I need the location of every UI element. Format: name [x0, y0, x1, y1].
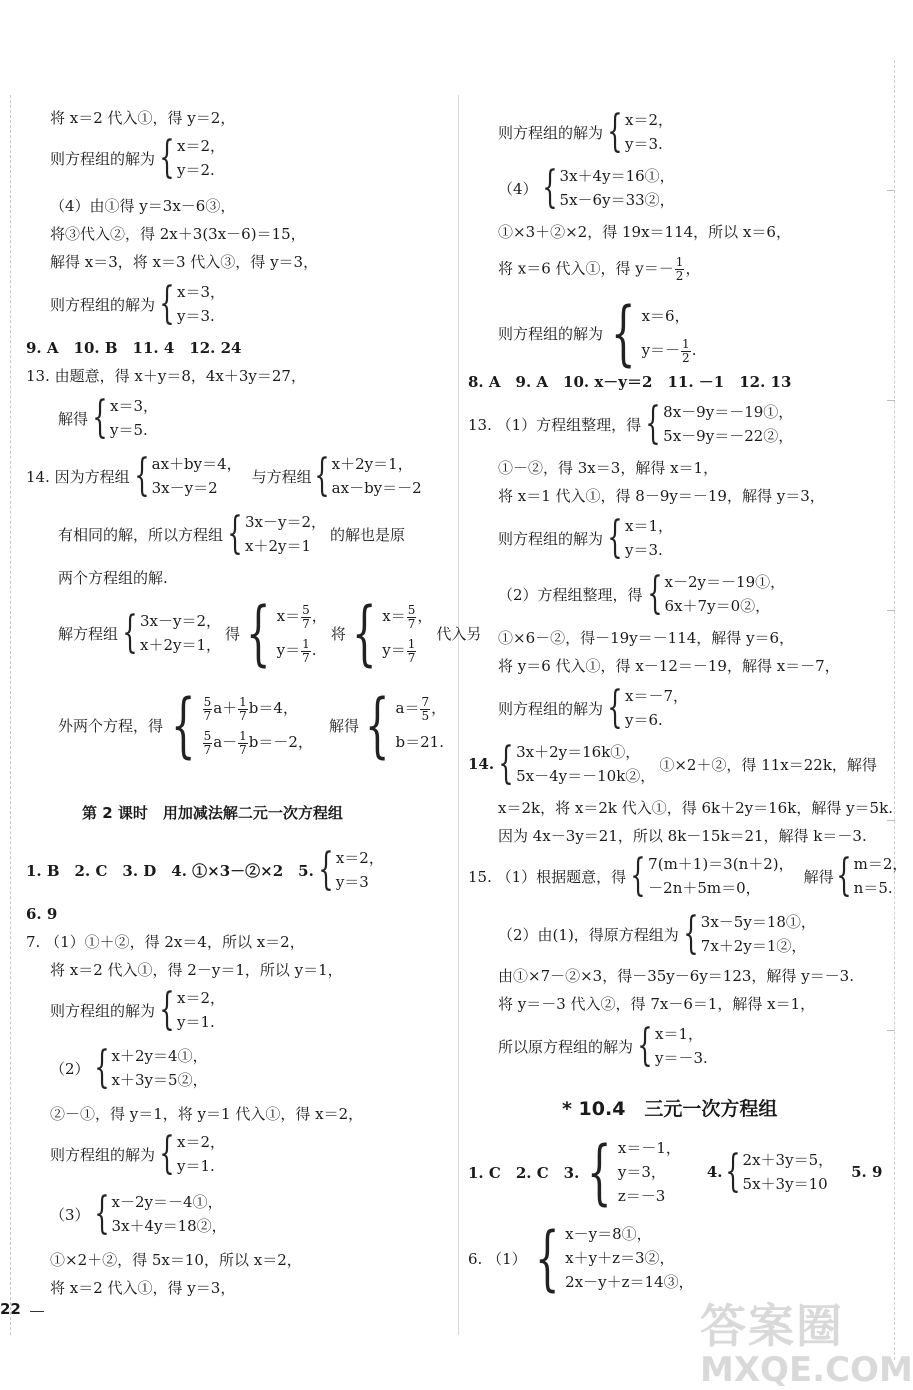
row-punct: ，: [311, 607, 327, 625]
text-line: 两个方程组的解.: [58, 569, 168, 587]
fraction: [203, 730, 213, 757]
brace: {: [93, 1188, 110, 1239]
row-term: a＋: [213, 699, 238, 717]
equation-system: [498, 684, 688, 732]
text-line: 解得 x＝3，将 x＝3 代入③，得 y＝3，: [50, 253, 319, 271]
equation-system: [58, 394, 158, 442]
equation-system: [58, 592, 482, 674]
brace: {: [607, 682, 623, 733]
system-row: n＝5.: [853, 879, 893, 897]
row-term: b＝－2，: [248, 733, 313, 751]
system-row: 3x＋4y＝16①，: [559, 167, 675, 185]
system-row: x＝6，: [641, 307, 690, 325]
system-row: y＝1.: [177, 1013, 215, 1031]
text-line: 将 x＝2 代入①，得 y＝2，: [50, 109, 236, 127]
system-row: 3x－y＝2，: [245, 513, 327, 531]
system-prefix: 则方程组的解为: [498, 699, 604, 718]
page-number: 22: [0, 1300, 21, 1318]
system-row: y＝3: [335, 873, 369, 891]
system-prefix: 14. 因为方程组: [26, 467, 130, 486]
text-line: 将 y＝－3 代入②，得 7x－6＝1，解得 x＝1，: [498, 995, 816, 1013]
brace: {: [835, 850, 852, 901]
brace: {: [637, 1020, 653, 1071]
binding-tick: [887, 610, 895, 611]
equation-system: [498, 570, 785, 618]
denominator: 7: [302, 616, 310, 631]
system-row: x＋3y＝5②，: [111, 1071, 208, 1089]
answer-line: 9. A 10. B 11. 4 12. 24: [26, 339, 242, 357]
row-var: x＝: [276, 607, 301, 625]
system-prefix: 则方程组的解为: [498, 123, 604, 142]
system-row: 8x－9y＝－19①，: [663, 403, 794, 421]
system-row: y＝－ $\frac{1}{2}$ .: [641, 336, 697, 365]
brace: {: [645, 398, 661, 449]
system-middle: 将: [330, 624, 346, 643]
system-row: x＋2y＝4①，: [111, 1047, 208, 1065]
system-middle: 解得: [328, 716, 359, 735]
system-row: x＝－1，: [617, 1139, 681, 1157]
system-row: 6x＋7y＝0②，: [664, 597, 771, 615]
answer-line: [468, 1131, 883, 1213]
equation-system: [50, 1044, 208, 1092]
system-prefix: 13. （1）方程组整理，得: [468, 415, 642, 434]
left-dashed-rule: [10, 95, 11, 1335]
text-line: （4）由①得 y＝3x－6③，: [50, 197, 236, 215]
denominator: 7: [302, 650, 310, 665]
system-suffix: 的解也是原: [330, 525, 406, 544]
page-number-dash: [30, 1311, 44, 1312]
system-row: x＝－7，: [625, 687, 689, 705]
system-row: 3x－y＝2，: [140, 612, 222, 630]
brace: {: [246, 592, 271, 674]
brace: {: [683, 908, 699, 959]
system-row: x＝2，: [625, 111, 674, 129]
system-prefix: （2）由(1)，得原方程组为: [498, 925, 679, 944]
text-line: 将③代入②，得 2x＋3(3x－6)＝15，: [50, 225, 306, 243]
system-row: [202, 691, 313, 725]
system-row: m＝2，: [853, 855, 908, 873]
equation-system: [498, 910, 816, 958]
row-var: a＝: [395, 699, 420, 717]
fraction: [203, 696, 213, 723]
system-prefix: 则方程组的解为: [50, 295, 156, 314]
column-divider: [458, 95, 459, 1335]
question-15: [468, 852, 907, 900]
numerator: 7: [421, 694, 430, 709]
system-row: [382, 599, 432, 633]
system-row: 5x－6y＝33②，: [559, 191, 675, 209]
brace: {: [364, 684, 390, 766]
binding-tick: [887, 190, 895, 191]
system-prefix: 所以原方程组的解为: [498, 1037, 634, 1056]
row-term: a－: [213, 733, 238, 751]
row-var: y＝: [276, 641, 301, 659]
equation-system: [498, 292, 697, 374]
text-line: 将 y＝6 代入①，得 x－12＝－19，解得 x＝－7，: [498, 657, 840, 675]
system-row: [202, 725, 313, 759]
answer-text: 1. B 2. C 3. D 4. ①×3－②×2 5.: [26, 861, 314, 880]
system-row: x＋2y＝1，: [331, 455, 413, 473]
brace: {: [646, 568, 663, 619]
system-row: x＋2y＝1，: [140, 636, 222, 654]
fraction: [238, 730, 248, 757]
brace: {: [313, 450, 330, 501]
numerator: 1: [682, 336, 690, 351]
system-prefix: （2）方程组整理，得: [498, 585, 643, 604]
system-prefix: （4）: [498, 179, 538, 198]
system-prefix: （3）: [50, 1205, 90, 1224]
brace: {: [159, 984, 175, 1035]
system-row: x＝2，: [177, 989, 226, 1007]
system-prefix: 则方程组的解为: [50, 1001, 156, 1020]
system-row: 2x＋3y＝5，: [742, 1151, 834, 1169]
system-row: x－y＝8①，: [565, 1225, 652, 1243]
numerator: 5: [203, 694, 212, 709]
question-13: [468, 400, 793, 448]
system-prefix: 15. （1）根据题意，得: [468, 867, 627, 886]
system-row: 5x＋3y＝10: [742, 1175, 828, 1193]
numerator: 5: [302, 602, 310, 617]
fraction: [420, 696, 430, 723]
text-line: ①×2＋②，得 5x＝10，所以 x＝2，: [50, 1251, 302, 1269]
numerator: 5: [407, 602, 416, 617]
equation-system: [50, 1130, 225, 1178]
system-row: 2x－y＋z＝14③，: [565, 1273, 694, 1291]
brace: {: [93, 1042, 110, 1093]
system-row: [277, 633, 327, 667]
fraction: [675, 256, 685, 283]
brace: {: [159, 132, 175, 183]
question-14: [468, 740, 877, 788]
system-row: x＋2y＝1: [245, 537, 312, 555]
text-line: ①×3＋②×2，得 19x＝114，所以 x＝6，: [498, 223, 791, 241]
text-line: ①×6－②，得－19y＝－114，解得 y＝6，: [498, 629, 795, 647]
numerator: 1: [302, 636, 310, 651]
text-line: 将 x＝2 代入①，得 y＝3，: [50, 1279, 236, 1297]
line-text: 将 x＝6 代入①，得 y＝－: [498, 259, 674, 278]
system-row: ax＋by＝4，: [151, 455, 242, 473]
brace: {: [133, 450, 150, 501]
equation-system: [50, 280, 225, 328]
brace: {: [159, 278, 175, 329]
brace: {: [159, 1128, 175, 1179]
system-suffix: ①×2＋②，得 11x＝22k，解得: [659, 755, 877, 774]
denominator: 7: [203, 742, 212, 757]
question-14: [26, 452, 422, 500]
brace: {: [92, 392, 108, 443]
system-row: y＝6.: [625, 711, 663, 729]
system-prefix: 外两个方程，得: [58, 716, 164, 735]
system-row: x－2y＝－4①，: [111, 1193, 223, 1211]
denominator: 2: [682, 350, 690, 365]
section-heading: * 10.4 三元一次方程组: [562, 1098, 778, 1120]
system-prefix: 则方程组的解为: [50, 149, 156, 168]
answer-line: [26, 846, 384, 894]
fraction: [407, 638, 417, 665]
brace: {: [607, 106, 623, 157]
text-line: ①－②，得 3x＝3，解得 x＝1，: [498, 459, 719, 477]
text-line: 将 x＝6 代入①，得 y＝－ $\frac{1}{2}$ ，: [498, 255, 701, 283]
system-row: x＝2，: [335, 849, 384, 867]
system-prefix: 则方程组的解为: [498, 529, 604, 548]
system-prefix: 6. （1）: [468, 1249, 527, 1268]
watermark-text: 答案圈: [700, 1299, 844, 1353]
question-13: 13. 由题意，得 x＋y＝8，4x＋3y＝27，: [26, 367, 306, 385]
brace: {: [630, 850, 646, 901]
denominator: 7: [407, 616, 416, 631]
numerator: 1: [239, 694, 247, 709]
system-row: y＝3.: [625, 541, 663, 559]
denominator: 7: [203, 708, 212, 723]
system-prefix: 解得: [58, 409, 89, 428]
brace: {: [541, 162, 558, 213]
section-heading: 第 2 课时 用加减法解二元一次方程组: [82, 804, 343, 822]
row-var: y＝－: [641, 341, 681, 359]
denominator: 7: [239, 742, 247, 757]
system-row: b＝21.: [395, 733, 444, 751]
system-prefix: 有相同的解，所以方程组: [58, 525, 224, 544]
numerator: 5: [203, 728, 212, 743]
system-prefix: 14.: [468, 755, 495, 773]
system-row: [382, 633, 432, 667]
system-row: 7x＋2y＝1②，: [700, 937, 807, 955]
right-binding-edge: [894, 60, 895, 1360]
brace: {: [724, 1146, 741, 1197]
numerator: 1: [407, 636, 416, 651]
text-line: x＝2k，将 x＝2k 代入①，得 6k＋2y＝16k，解得 y＝5k.: [498, 799, 893, 817]
system-middle: 与方程组: [251, 467, 312, 486]
equation-system: [50, 986, 225, 1034]
brace: {: [587, 1131, 612, 1213]
denominator: 7: [407, 650, 416, 665]
system-suffix: 代入另: [436, 624, 482, 643]
answer-line: 8. A 9. A 10. x－y＝2 11. －1 12. 13: [468, 373, 792, 391]
system-row: x＝1，: [655, 1025, 704, 1043]
equation-system: [498, 514, 673, 562]
system-row: y＝1.: [177, 1157, 215, 1175]
text-line: ②－①，得 y＝1，将 y＝1 代入①，得 x＝2，: [50, 1105, 364, 1123]
fraction: [238, 696, 248, 723]
system-row: x－2y＝－19①，: [664, 573, 786, 591]
equation-system: [58, 684, 447, 766]
row-var: y＝: [382, 641, 406, 659]
system-row: 3x＋2y＝16k①，: [516, 743, 641, 761]
system-row: 5x－9y＝－22②，: [663, 427, 794, 445]
denominator: 7: [239, 708, 247, 723]
question-6: [468, 1217, 694, 1299]
equation-system: [498, 1022, 708, 1070]
row-term: b＝4，: [248, 699, 298, 717]
system-row: 5x－4y＝－10k②，: [516, 767, 656, 785]
system-row: y＝3.: [625, 135, 663, 153]
binding-tick: [887, 820, 895, 821]
fraction: [681, 338, 691, 365]
brace: {: [611, 292, 636, 374]
brace: {: [534, 1217, 560, 1299]
system-prefix: （2）: [50, 1059, 90, 1078]
system-row: 3x－y＝2: [151, 479, 218, 497]
numerator: 1: [239, 728, 247, 743]
brace: {: [607, 512, 623, 563]
row-punct: ，: [431, 699, 447, 717]
binding-tick: [887, 1030, 895, 1031]
system-prefix: 则方程组的解为: [50, 1145, 156, 1164]
brace: {: [227, 508, 243, 559]
answer-text: 4.: [706, 1163, 723, 1181]
system-row: 3x－5y＝18①，: [700, 913, 816, 931]
brace: {: [318, 844, 334, 895]
equation-system: [498, 164, 675, 212]
equation-system: [498, 108, 673, 156]
answer-text: 1. C 2. C 3.: [468, 1163, 580, 1182]
system-row: x＝2，: [177, 137, 226, 155]
brace: {: [351, 592, 377, 674]
equation-system: [50, 134, 225, 182]
text-line: 因为 4x－3y＝21，所以 8k－15k＝21，解得 k＝－3.: [498, 827, 867, 845]
system-row: y＝5.: [110, 421, 148, 439]
brace: {: [122, 607, 138, 658]
numerator: 1: [675, 255, 684, 269]
system-row: [396, 691, 447, 725]
watermark-url: MXQE.COM: [700, 1350, 913, 1390]
system-prefix: 解方程组: [58, 624, 119, 643]
row-var: x＝: [382, 607, 406, 625]
equation-system: [50, 1190, 227, 1238]
denominator: 2: [675, 269, 684, 283]
system-middle: 解得: [803, 867, 834, 886]
system-row: ax－by＝－2: [331, 479, 422, 497]
question-7: 7. （1）①＋②，得 2x＝4，所以 x＝2，: [26, 933, 305, 951]
text-line: 将 x＝2 代入①，得 2－y＝1，所以 y＝1，: [50, 961, 343, 979]
system-row: x＝3，: [110, 397, 159, 415]
system-row: x＝1，: [625, 517, 674, 535]
equation-system: [58, 510, 405, 558]
system-row: 7(m＋1)＝3(n＋2)，: [648, 855, 794, 873]
row-punct: ，: [417, 607, 433, 625]
fraction: [301, 604, 311, 631]
system-row: y＝3，: [617, 1163, 666, 1181]
system-row: [277, 599, 327, 633]
system-row: －2n＋5m＝0，: [648, 879, 761, 897]
fraction: [301, 638, 311, 665]
fraction: [407, 604, 417, 631]
answer-text: 5. 9: [851, 1163, 883, 1181]
system-row: x＝2，: [177, 1133, 226, 1151]
binding-tick: [887, 400, 895, 401]
system-row: y＝－3.: [655, 1049, 708, 1067]
system-middle: 得: [225, 624, 241, 643]
answer-line: 6. 9: [26, 905, 58, 923]
text-line: 将 x＝1 代入①，得 8－9y＝－19，解得 y＝3，: [498, 487, 825, 505]
system-row: 3x＋4y＝18②，: [111, 1217, 227, 1235]
row-punct: .: [311, 641, 317, 659]
text-line: 由①×7－②×3，得－35y－6y＝123，解得 y＝－3.: [498, 967, 854, 985]
watermark-logo: [700, 1290, 913, 1390]
system-row: y＝2.: [177, 161, 215, 179]
system-prefix: 则方程组的解为: [498, 324, 604, 343]
denominator: 5: [421, 708, 430, 723]
system-row: x＝3，: [177, 283, 226, 301]
system-row: y＝3.: [177, 307, 215, 325]
system-row: x＋y＋z＝3②，: [565, 1249, 675, 1267]
brace: {: [498, 738, 514, 789]
system-row: z＝－3: [617, 1187, 666, 1205]
brace: {: [171, 684, 196, 766]
